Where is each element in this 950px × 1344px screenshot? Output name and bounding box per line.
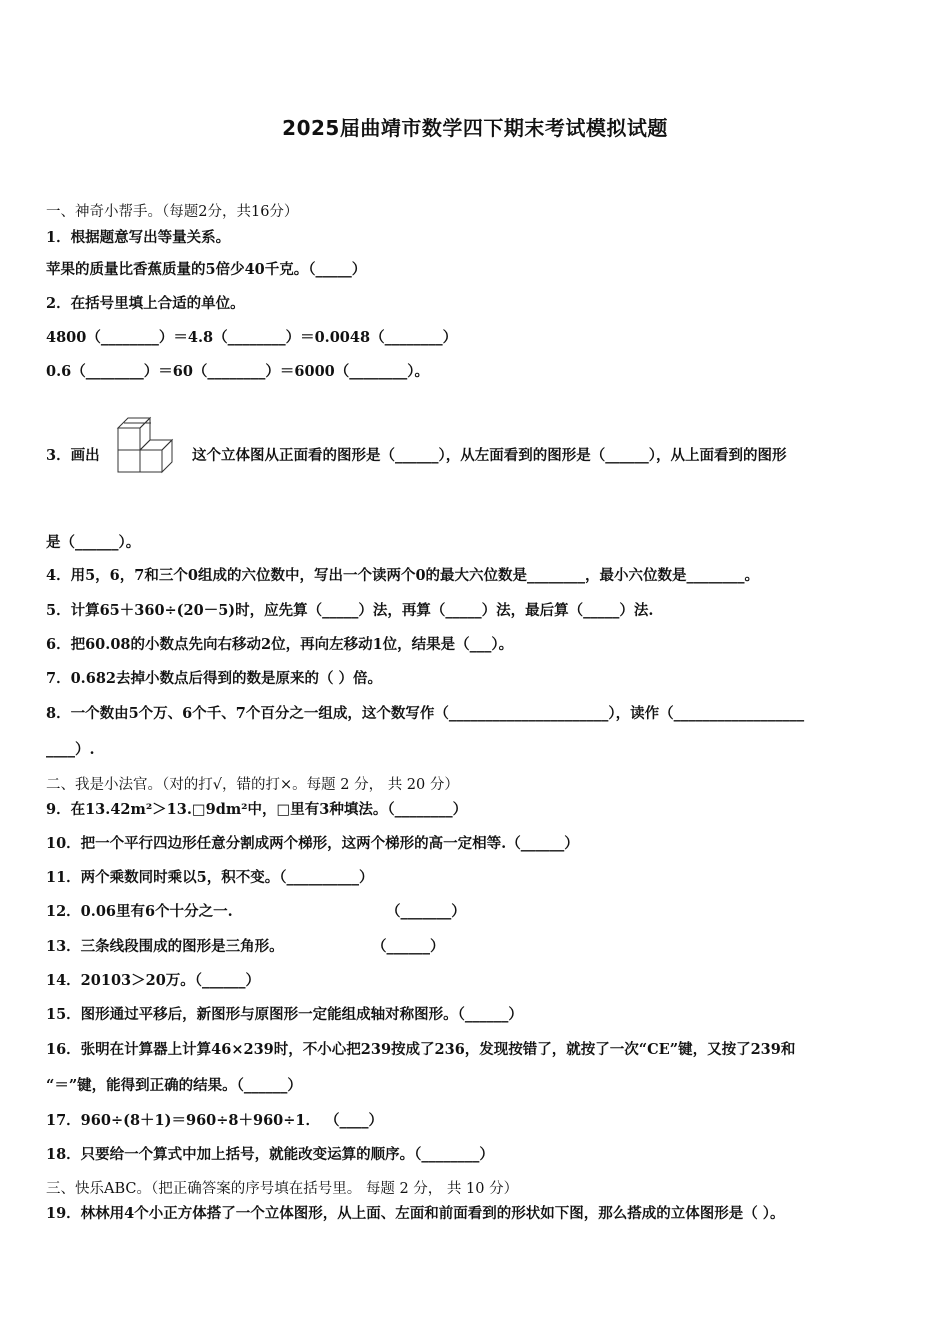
question-13-blank: （______） bbox=[372, 938, 445, 955]
stacked-cubes-figure bbox=[115, 410, 177, 476]
question-19: 19．林林用4个小正方体搭了一个立体图形，从上面、左面和前面看到的形状如下图，那么搭成的立体图形是（ ）。 bbox=[46, 1205, 785, 1222]
question-3-lead: 3．画出 bbox=[46, 447, 100, 464]
question-4: 4．用5，6，7和三个0组成的六位数中，写出一个读两个0的最大六位数是________，最小六位数是________。 bbox=[46, 567, 760, 584]
section-2-heading: 二、我是小法官。（对的打√，错的打×。每题 2 分， 共 20 分） bbox=[46, 777, 459, 793]
question-5: 5．计算65＋360÷(20－5)时，应先算（_____）法，再算（_____）法，最后算（_____）法. bbox=[46, 602, 654, 619]
question-14: 14．20103＞20万。（______） bbox=[46, 972, 261, 989]
question-8-line-2: ____）. bbox=[46, 741, 95, 758]
page-title: 2025届曲靖市数学四下期末考试模拟试题 bbox=[282, 116, 668, 140]
question-12-text: 12．0.06里有6个十分之一. bbox=[46, 903, 233, 920]
question-16-line-1: 16．张明在计算器上计算46×239时，不小心把239按成了236，发现按错了，就按了一次“CE”键，又按了239和 bbox=[46, 1041, 796, 1058]
question-11: 11．两个乘数同时乘以5，积不变。（__________） bbox=[46, 869, 374, 886]
cube-front-top bbox=[118, 428, 140, 450]
question-3-text: 这个立体图从正面看的图形是（______），从左面看到的图形是（______），从上面看到的图形 bbox=[192, 447, 787, 464]
question-9: 9．在13.42m²＞13.□9dm²中，□里有3种填法。（________） bbox=[46, 801, 468, 818]
question-2-line-1: 4800（________）＝4.8（________）＝0.0048（________） bbox=[46, 329, 458, 346]
question-2-prompt: 2．在括号里填上合适的单位。 bbox=[46, 295, 245, 312]
cube-front-bottom-left bbox=[118, 450, 140, 472]
question-6: 6．把60.08的小数点先向右移动2位，再向左移动1位，结果是（___）。 bbox=[46, 636, 514, 653]
question-3-continued: 是（______）。 bbox=[46, 534, 141, 551]
question-15: 15．图形通过平移后，新图形与原图形一定能组成轴对称图形。（______） bbox=[46, 1006, 523, 1023]
cube-front-bottom-right bbox=[140, 450, 162, 472]
question-2-line-2: 0.6（________）＝60（________）＝6000（________）。 bbox=[46, 363, 430, 380]
section-1-heading: 一、神奇小帮手。（每题2分，共16分） bbox=[46, 204, 299, 220]
question-16-line-2: “＝”键，能得到正确的结果。（______） bbox=[46, 1077, 302, 1094]
question-12-blank: （_______） bbox=[386, 903, 466, 920]
question-17: 17．960÷(8＋1)＝960÷8＋960÷1． （____） bbox=[46, 1112, 384, 1129]
question-1-prompt: 1．根据题意写出等量关系。 bbox=[46, 229, 231, 246]
cube-side-bottom-right bbox=[162, 440, 172, 472]
section-3-heading: 三、快乐ABC。（把正确答案的序号填在括号里。 每题 2 分， 共 10 分） bbox=[46, 1181, 519, 1197]
question-18: 18．只要给一个算式中加上括号，就能改变运算的顺序。（________） bbox=[46, 1146, 494, 1163]
question-13-text: 13．三条线段围成的图形是三角形。 bbox=[46, 938, 284, 955]
question-10: 10．把一个平行四边形任意分割成两个梯形，这两个梯形的高一定相等.（______） bbox=[46, 835, 579, 852]
question-1-text: 苹果的质量比香蕉质量的5倍少40千克。（_____） bbox=[46, 261, 367, 278]
question-7: 7．0.682去掉小数点后得到的数是原来的（ ）倍。 bbox=[46, 670, 383, 687]
question-8-line-1: 8．一个数由5个万、6个千、7个百分之一组成，这个数写作（______________________），读作（__________________ bbox=[46, 705, 805, 722]
